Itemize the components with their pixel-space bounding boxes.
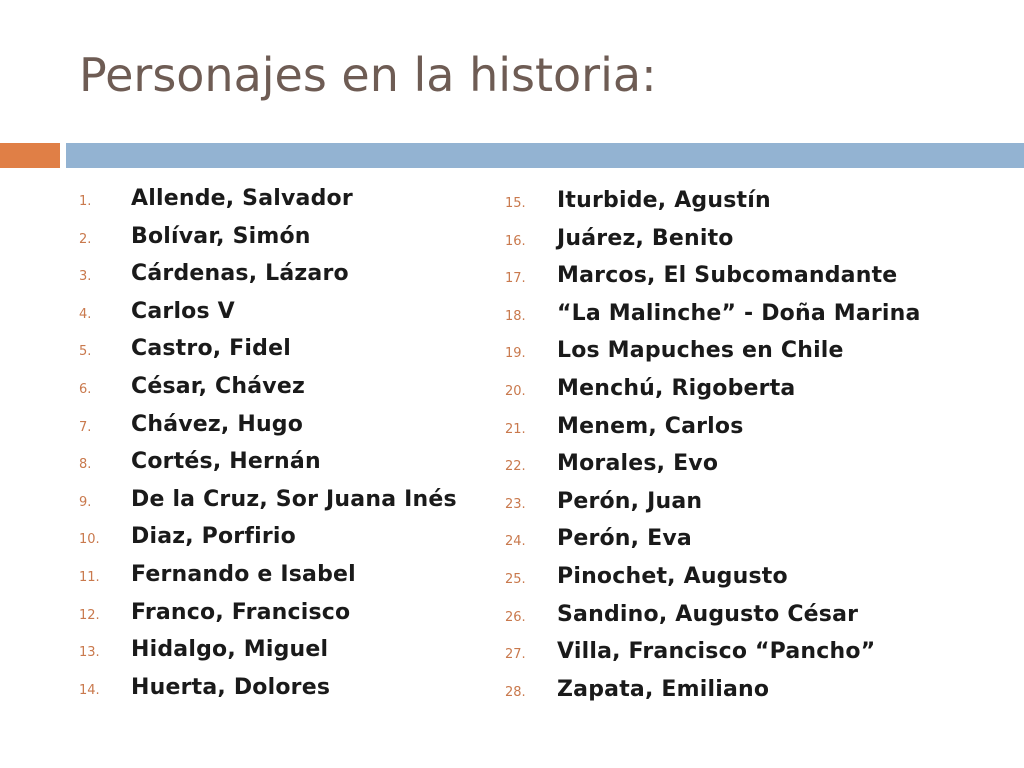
- item-number: 8.: [79, 457, 92, 473]
- item-label: Diaz, Porfirio: [131, 524, 296, 550]
- item-label: Castro, Fidel: [131, 336, 291, 362]
- list-item: [505, 489, 921, 527]
- list-item: [79, 186, 457, 224]
- item-label: De la Cruz, Sor Juana Inés: [131, 486, 457, 512]
- list-item: [79, 412, 457, 450]
- item-label: Marcos, El Subcomandante: [557, 263, 898, 289]
- item-label: Bolívar, Simón: [131, 223, 311, 249]
- names-list-right: [505, 188, 921, 714]
- item-label: Zapata, Emiliano: [557, 676, 770, 702]
- item-label: Perón, Juan: [557, 488, 703, 514]
- list-item: [79, 524, 457, 562]
- list-item: [505, 338, 921, 376]
- item-number: 27.: [505, 647, 526, 663]
- item-label: Iturbide, Agustín: [557, 188, 771, 213]
- item-label: Franco, Francisco: [131, 599, 351, 625]
- item-label: César, Chávez: [131, 373, 305, 399]
- item-number: 9.: [79, 494, 92, 510]
- item-label: Chávez, Hugo: [131, 411, 304, 437]
- item-number: 7.: [79, 419, 92, 435]
- item-number: 13.: [79, 645, 100, 661]
- list-item: [79, 299, 457, 337]
- item-number: 2.: [79, 231, 92, 247]
- list-item: [505, 639, 921, 677]
- item-label: Juárez, Benito: [557, 225, 734, 251]
- item-label: Cárdenas, Lázaro: [131, 261, 349, 287]
- list-item: [79, 600, 457, 638]
- list-item: [505, 188, 921, 226]
- item-number: 26.: [505, 609, 526, 625]
- item-label: Menem, Carlos: [557, 413, 744, 439]
- accent-bar-blue: [66, 143, 1024, 168]
- item-number: 28.: [505, 684, 526, 700]
- item-number: 17.: [505, 271, 526, 287]
- list-item: [505, 602, 921, 640]
- item-label: Los Mapuches en Chile: [557, 338, 844, 364]
- list-item: [505, 301, 921, 339]
- item-number: 19.: [505, 346, 526, 362]
- item-label: Villa, Francisco “Pancho”: [557, 639, 876, 665]
- names-list-left: [79, 186, 457, 712]
- item-number: 1.: [79, 194, 92, 209]
- item-number: 24.: [505, 534, 526, 550]
- list-item: [79, 449, 457, 487]
- item-number: 15.: [505, 196, 526, 211]
- item-label: Sandino, Augusto César: [557, 601, 859, 627]
- item-label: “La Malinche” - Doña Marina: [557, 300, 921, 326]
- item-number: 3.: [79, 269, 92, 285]
- item-number: 18.: [505, 308, 526, 324]
- item-label: Fernando e Isabel: [131, 561, 356, 587]
- list-item: [505, 564, 921, 602]
- item-number: 12.: [79, 607, 100, 623]
- item-number: 6.: [79, 381, 92, 397]
- accent-bar-orange: [0, 143, 60, 168]
- item-number: 11.: [79, 569, 100, 585]
- list-item: [505, 226, 921, 264]
- list-item: [79, 562, 457, 600]
- item-number: 4.: [79, 306, 92, 322]
- list-item: [79, 487, 457, 525]
- item-label: Huerta, Dolores: [131, 674, 331, 700]
- item-number: 5.: [79, 344, 92, 360]
- list-item: [79, 637, 457, 675]
- item-label: Carlos V: [131, 298, 235, 324]
- list-item: [505, 677, 921, 715]
- list-item: [79, 336, 457, 374]
- list-item: [505, 376, 921, 414]
- item-number: 21.: [505, 421, 526, 437]
- item-label: Menchú, Rigoberta: [557, 375, 796, 401]
- item-label: Morales, Evo: [557, 451, 719, 477]
- list-item: [79, 374, 457, 412]
- item-number: 14.: [79, 682, 100, 698]
- list-item: [505, 414, 921, 452]
- list-item: [505, 526, 921, 564]
- list-item: [79, 261, 457, 299]
- item-number: 22.: [505, 459, 526, 475]
- item-number: 10.: [79, 532, 100, 548]
- item-label: Perón, Eva: [557, 526, 692, 552]
- list-item: [79, 224, 457, 262]
- item-label: Cortés, Hernán: [131, 449, 321, 475]
- list-item: [79, 675, 457, 713]
- item-number: 16.: [505, 233, 526, 249]
- item-number: 23.: [505, 496, 526, 512]
- list-item: [505, 451, 921, 489]
- item-label: Allende, Salvador: [131, 186, 353, 211]
- slide-title: Personajes en la historia:: [79, 48, 657, 102]
- item-label: Pinochet, Augusto: [557, 563, 788, 589]
- list-item: [505, 263, 921, 301]
- item-number: 20.: [505, 383, 526, 399]
- item-number: 25.: [505, 571, 526, 587]
- item-label: Hidalgo, Miguel: [131, 637, 329, 663]
